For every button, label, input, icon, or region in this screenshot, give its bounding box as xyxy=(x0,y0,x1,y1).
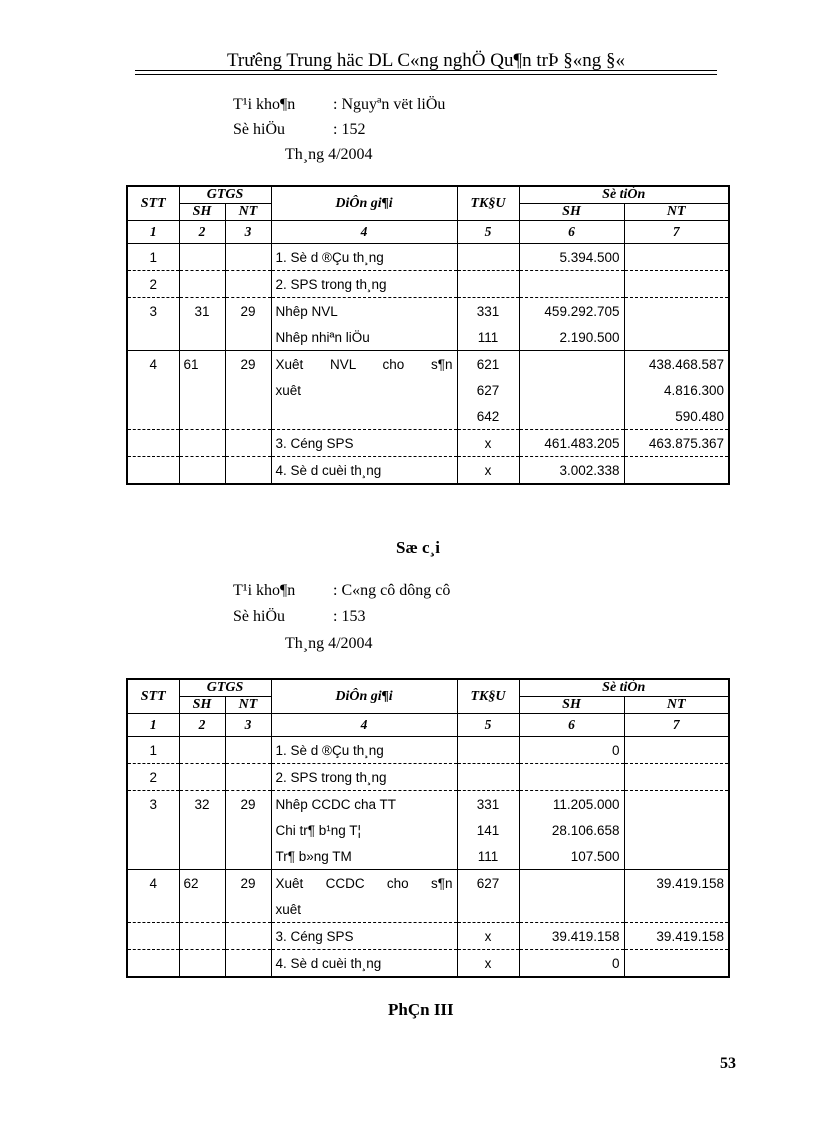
cell-desc: Xuêt NVL cho s¶n xyxy=(271,351,457,378)
account-value: : C«ng cô dông cô xyxy=(333,582,451,599)
col-amount: Sè tiÒn xyxy=(519,186,729,204)
header-rule xyxy=(135,70,717,71)
col-stt: STT xyxy=(127,186,179,221)
col-amount: Sè tiÒn xyxy=(519,679,729,697)
cell-sh: 459.292.705 xyxy=(519,298,624,325)
code-value: : 152 xyxy=(333,121,366,138)
col-num: 7 xyxy=(624,714,729,737)
col-num: 4 xyxy=(271,221,457,244)
table-row xyxy=(127,950,729,978)
account-value: : Nguyªn vët liÖu xyxy=(333,96,446,113)
cell-sh: 461.483.205 xyxy=(519,430,624,457)
col-tkdu: TK§U xyxy=(457,679,519,714)
cell-tkdu: x xyxy=(457,430,519,457)
cell-gtgs-nt: 29 xyxy=(225,870,271,897)
col-gtgs: GTGS xyxy=(179,679,271,697)
cell-tkdu: 627 xyxy=(457,870,519,897)
cell-desc: 1. Sè d ®Çu th¸ng xyxy=(271,737,457,764)
cell-gtgs-sh: 61 xyxy=(179,351,225,378)
cell-desc: 3. Céng SPS xyxy=(271,923,457,950)
cell-sh: 0 xyxy=(519,737,624,764)
cell-nt: 39.419.158 xyxy=(624,923,729,950)
col-sh: SH xyxy=(179,204,225,221)
table-row xyxy=(127,870,729,897)
cell-gtgs-nt: 29 xyxy=(225,298,271,325)
period-label: Th¸ng 4/2004 xyxy=(285,635,373,652)
cell-desc: Xuêt CCDC cho s¶n xyxy=(271,870,457,897)
cell-sh: 28.106.658 xyxy=(519,817,624,843)
cell-tkdu: x xyxy=(457,950,519,978)
col-num: 3 xyxy=(225,221,271,244)
col-num: 3 xyxy=(225,714,271,737)
table-row xyxy=(127,843,729,870)
cell-gtgs-nt: 29 xyxy=(225,351,271,378)
cell-desc: Nhêp NVL xyxy=(271,298,457,325)
account-label: T¹i kho¶n xyxy=(233,582,296,599)
cell-sh: 2.190.500 xyxy=(519,324,624,351)
col-num: 6 xyxy=(519,714,624,737)
code-value: : 153 xyxy=(333,608,366,625)
code-label: Sè hiÖu xyxy=(233,121,285,138)
cell-sh: 5.394.500 xyxy=(519,244,624,271)
cell-tkdu: 642 xyxy=(457,403,519,430)
cell-sh: 107.500 xyxy=(519,843,624,870)
cell-tkdu: 621 xyxy=(457,351,519,378)
table-row xyxy=(127,737,729,764)
column-number-row xyxy=(127,714,729,737)
page-header-title: Trưêng Trung häc DL C«ng nghÖ Qu¶n trÞ §«ng §« xyxy=(226,50,626,71)
cell-desc: 2. SPS trong th¸ng xyxy=(271,764,457,791)
col-stt: STT xyxy=(127,679,179,714)
cell-stt: 2 xyxy=(127,271,179,298)
cell-stt: 4 xyxy=(127,351,179,378)
cell-sh: 11.205.000 xyxy=(519,791,624,818)
account-line xyxy=(233,96,445,114)
cell-tkdu: 331 xyxy=(457,298,519,325)
col-num: 5 xyxy=(457,714,519,737)
table-row xyxy=(127,324,729,351)
table-row xyxy=(127,791,729,818)
code-label: Sè hiÖu xyxy=(233,608,285,625)
col-num: 6 xyxy=(519,221,624,244)
col-sh: SH xyxy=(179,697,225,714)
cell-sh: 3.002.338 xyxy=(519,457,624,485)
account-line xyxy=(233,582,450,600)
cell-stt: 3 xyxy=(127,298,179,325)
col-sh: SH xyxy=(519,697,624,714)
col-tkdu: TK§U xyxy=(457,186,519,221)
cell-stt: 4 xyxy=(127,870,179,897)
cell-desc: 3. Céng SPS xyxy=(271,430,457,457)
col-desc: DiÔn gi¶i xyxy=(271,679,457,714)
cell-gtgs-sh: 31 xyxy=(179,298,225,325)
cell-sh: 39.419.158 xyxy=(519,923,624,950)
col-num: 1 xyxy=(127,221,179,244)
cell-stt: 2 xyxy=(127,764,179,791)
table-row xyxy=(127,403,729,430)
account-label: T¹i kho¶n xyxy=(233,96,296,113)
cell-gtgs-sh: 62 xyxy=(179,870,225,897)
section-title: Sæ c¸i xyxy=(396,538,440,557)
cell-desc: xuêt xyxy=(271,377,457,403)
code-line xyxy=(233,608,365,626)
table-row xyxy=(127,271,729,298)
cell-gtgs-sh: 32 xyxy=(179,791,225,818)
cell-desc: 4. Sè d cuèi th¸ng xyxy=(271,457,457,485)
cell-stt: 1 xyxy=(127,244,179,271)
col-nt: NT xyxy=(225,697,271,714)
table-row xyxy=(127,244,729,271)
col-num: 2 xyxy=(179,221,225,244)
header-rule xyxy=(135,74,717,75)
cell-tkdu: x xyxy=(457,457,519,485)
col-num: 7 xyxy=(624,221,729,244)
cell-stt: 3 xyxy=(127,791,179,818)
page-number: 53 xyxy=(720,1055,736,1072)
col-num: 5 xyxy=(457,221,519,244)
table-row xyxy=(127,430,729,457)
cell-desc: 2. SPS trong th¸ng xyxy=(271,271,457,298)
cell-desc: Nhêp nhiªn liÖu xyxy=(271,324,457,351)
cell-tkdu: 627 xyxy=(457,377,519,403)
cell-nt: 39.419.158 xyxy=(624,870,729,897)
cell-tkdu: 331 xyxy=(457,791,519,818)
ledger-table-152 xyxy=(126,185,730,485)
cell-desc: 1. Sè d ®Çu th¸ng xyxy=(271,244,457,271)
column-number-row xyxy=(127,221,729,244)
col-num: 2 xyxy=(179,714,225,737)
col-nt: NT xyxy=(624,697,729,714)
table-row xyxy=(127,351,729,378)
cell-desc: xuêt xyxy=(271,896,457,923)
period-label: Th¸ng 4/2004 xyxy=(285,146,373,163)
cell-nt: 463.875.367 xyxy=(624,430,729,457)
col-nt: NT xyxy=(225,204,271,221)
cell-tkdu: x xyxy=(457,923,519,950)
cell-nt: 590.480 xyxy=(624,403,729,430)
section-title: PhÇn III xyxy=(388,1000,454,1019)
table-row xyxy=(127,457,729,485)
table-row xyxy=(127,377,729,403)
cell-gtgs-nt: 29 xyxy=(225,791,271,818)
col-sh: SH xyxy=(519,204,624,221)
col-gtgs: GTGS xyxy=(179,186,271,204)
col-num: 4 xyxy=(271,714,457,737)
table-row xyxy=(127,817,729,843)
col-num: 1 xyxy=(127,714,179,737)
cell-nt: 438.468.587 xyxy=(624,351,729,378)
ledger-table-153 xyxy=(126,678,730,978)
code-line xyxy=(233,121,365,139)
cell-sh: 0 xyxy=(519,950,624,978)
cell-desc: Chi tr¶ b¹ng T¦ xyxy=(271,817,457,843)
table-row xyxy=(127,896,729,923)
col-nt: NT xyxy=(624,204,729,221)
table-row xyxy=(127,298,729,325)
cell-tkdu: 111 xyxy=(457,324,519,351)
col-desc: DiÔn gi¶i xyxy=(271,186,457,221)
table-row xyxy=(127,923,729,950)
cell-desc: Tr¶ b»ng TM xyxy=(271,843,457,870)
cell-stt: 1 xyxy=(127,737,179,764)
cell-nt: 4.816.300 xyxy=(624,377,729,403)
table-row xyxy=(127,764,729,791)
cell-tkdu: 111 xyxy=(457,843,519,870)
cell-desc: Nhêp CCDC cha TT xyxy=(271,791,457,818)
cell-desc: 4. Sè d cuèi th¸ng xyxy=(271,950,457,978)
cell-tkdu: 141 xyxy=(457,817,519,843)
